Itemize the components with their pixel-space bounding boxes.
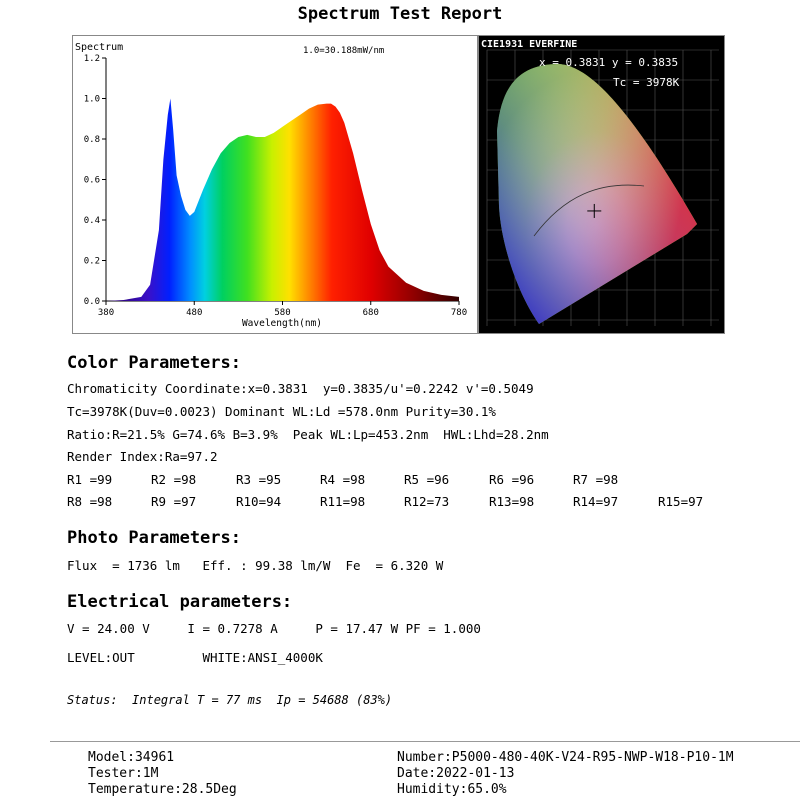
r-value: R2 =98 bbox=[151, 472, 197, 487]
flux-line: Flux = 1736 lm Eff. : 99.38 lm/W Fe = 6.320 W bbox=[67, 558, 444, 573]
y-tick-label: 0.0 bbox=[83, 297, 100, 307]
report-title: Spectrum Test Report bbox=[297, 4, 503, 24]
cie-xy-label: x = 0.3831 y = 0.3835 bbox=[539, 56, 679, 69]
cie-tc-label: Tc = 3978K bbox=[613, 76, 680, 89]
color-parameters-heading: Color Parameters: bbox=[67, 353, 241, 373]
footer-divider bbox=[50, 741, 800, 742]
x-axis-label: Wavelength(nm) bbox=[241, 318, 323, 329]
x-tick-label: 780 bbox=[450, 308, 468, 318]
r-value: R1 =99 bbox=[67, 472, 113, 487]
r-value: R6 =96 bbox=[489, 472, 535, 487]
footer-humidity: Humidity:65.0% bbox=[397, 782, 507, 797]
x-tick-label: 580 bbox=[274, 308, 291, 318]
cie-diagram-panel bbox=[478, 35, 725, 334]
spectrum-chart bbox=[73, 36, 477, 333]
y-tick-label: 0.4 bbox=[83, 216, 100, 226]
y-tick-label: 0.8 bbox=[83, 135, 100, 145]
r-value: R4 =98 bbox=[320, 472, 366, 487]
footer-tester: Tester:1M bbox=[88, 766, 159, 781]
photo-parameters-heading: Photo Parameters: bbox=[67, 528, 241, 548]
electrical-line: V = 24.00 V I = 0.7278 A P = 17.47 W PF = 1.000 bbox=[67, 621, 481, 636]
r-value: R8 =98 bbox=[67, 494, 113, 509]
level-line: LEVEL:OUT WHITE:ANSI_4000K bbox=[67, 650, 323, 665]
r-value: R11=98 bbox=[320, 494, 366, 509]
r-value: R12=73 bbox=[404, 494, 450, 509]
tc-line: Tc=3978K(Duv=0.0023) Dominant WL:Ld =578.0nm Purity=30.1% bbox=[67, 404, 496, 419]
footer-number: Number:P5000-480-40K-V24-R95-NWP-W18-P10-1M bbox=[397, 750, 734, 765]
x-tick-label: 680 bbox=[362, 308, 379, 318]
r-value: R13=98 bbox=[489, 494, 535, 509]
r-value: R5 =96 bbox=[404, 472, 450, 487]
spectrum-chart-panel bbox=[72, 35, 478, 334]
r-value: R9 =97 bbox=[151, 494, 197, 509]
r-value: R7 =98 bbox=[573, 472, 619, 487]
r-value: R15=97 bbox=[658, 494, 704, 509]
y-tick-label: 0.2 bbox=[83, 256, 100, 267]
status-line: Status: Integral T = 77 ms Ip = 54688 (83%) bbox=[67, 693, 393, 707]
r-value: R10=94 bbox=[236, 494, 282, 509]
chromaticity-line: Chromaticity Coordinate:x=0.3831 y=0.3835/u'=0.2242 v'=0.5049 bbox=[67, 381, 534, 396]
x-tick-label: 380 bbox=[97, 308, 115, 318]
footer-model: Model:34961 bbox=[88, 750, 175, 765]
footer-temperature: Temperature:28.5Deg bbox=[88, 782, 237, 797]
cie-diagram bbox=[479, 36, 724, 333]
y-tick-label: 1.0 bbox=[83, 94, 100, 105]
y-axis-label: Spectrum bbox=[75, 42, 124, 53]
render-index-line: Render Index:Ra=97.2 bbox=[67, 449, 218, 464]
cie-title: CIE1931 EVERFINE bbox=[481, 39, 578, 50]
spectrum-area bbox=[106, 99, 459, 302]
chart-annotation: 1.0=30.188mW/nm bbox=[303, 46, 385, 56]
electrical-parameters-heading: Electrical parameters: bbox=[67, 592, 293, 612]
footer-date: Date:2022-01-13 bbox=[397, 766, 515, 781]
x-tick-label: 480 bbox=[186, 308, 203, 318]
y-tick-label: 0.6 bbox=[83, 175, 100, 186]
ratio-line: Ratio:R=21.5% G=74.6% B=3.9% Peak WL:Lp=453.2nm HWL:Lhd=28.2nm bbox=[67, 427, 549, 442]
y-tick-label: 1.2 bbox=[83, 54, 100, 64]
r-value: R3 =95 bbox=[236, 472, 282, 487]
r-value: R14=97 bbox=[573, 494, 619, 509]
cie-horseshoe bbox=[497, 64, 697, 324]
